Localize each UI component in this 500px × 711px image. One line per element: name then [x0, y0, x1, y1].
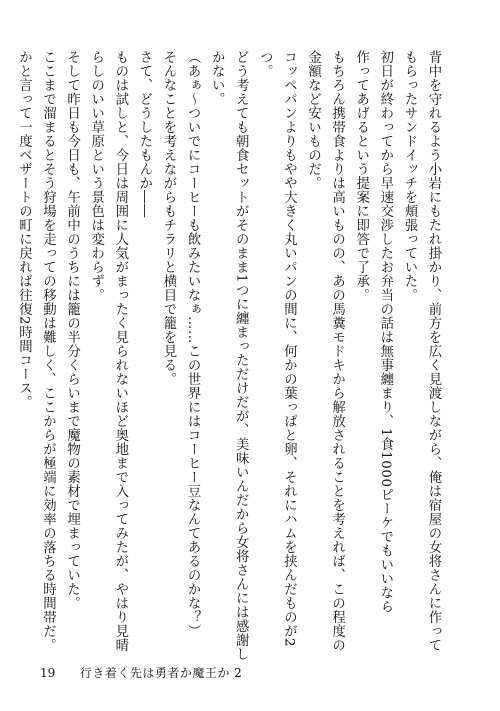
body-text [11, 50, 445, 662]
text-line: つ。 [257, 50, 273, 78]
text-line: 作ってあげるという提案に即答で了承。 [353, 50, 369, 302]
text-line: コッペパンよりもやや大きく丸いパンの間に、何かの葉っぱと卵、それにハムを挟んだものが2 [281, 50, 297, 648]
text-line: もちろん携帯食よりは高いものの、あの馬糞モドキから解放されることを考えれば、この程度の [329, 50, 345, 652]
text-line: （あぁ～ついでにコーヒーも飲みたいなぁ……この世界にはコーヒー豆なんてあるのかな？） [185, 50, 201, 638]
text-line: かない。 [209, 50, 225, 106]
text-line: もらったサンドイッチを頬張っていた。 [401, 50, 417, 302]
text-line: そんなことを考えながらもチラリと横目で籠を見る。 [160, 50, 176, 386]
text-line: らしのいい草原という景色は変わらず。 [88, 50, 104, 302]
text-line: 背中を守れるよう小岩にもたれ掛かり、前方を広く見渡しながら、俺は宿屋の女将さんに作って [426, 50, 441, 652]
text-line: さて、どうしたもんか―― [136, 50, 152, 218]
text-line: 初日が終わってから早速交渉したお弁当の話は無事纏まり、1食1000ピーケでもいいなら [377, 50, 393, 614]
text-line: 金額など安いものだ。 [305, 50, 321, 190]
page-number: 19 [40, 666, 56, 680]
text-line: ここまで溜まるとそう狩場を走っての移動は難しく、ここからが極端に効率の落ちる時間帯だ。 [40, 50, 56, 652]
running-title: 行き着く先は勇者か魔王か 2 [79, 666, 243, 680]
text-line: かと言って一度ベザートの町に戻れば往復2時間コース。 [16, 50, 32, 410]
text-line: どう考えても朝食セットがそのまま1つに纏まっただけだが、美味いんだから女将さんには感謝し [233, 50, 249, 662]
page-footer [40, 664, 242, 681]
text-line: ものは試しと、今日は周囲に人気がまったく見られないほど奥地まで入ってみたが、やはり見晴 [112, 50, 128, 652]
text-line: そして昨日も今日も、午前中のうちには籠の半分くらいまで魔物の素材で埋まっていた。 [64, 50, 80, 610]
